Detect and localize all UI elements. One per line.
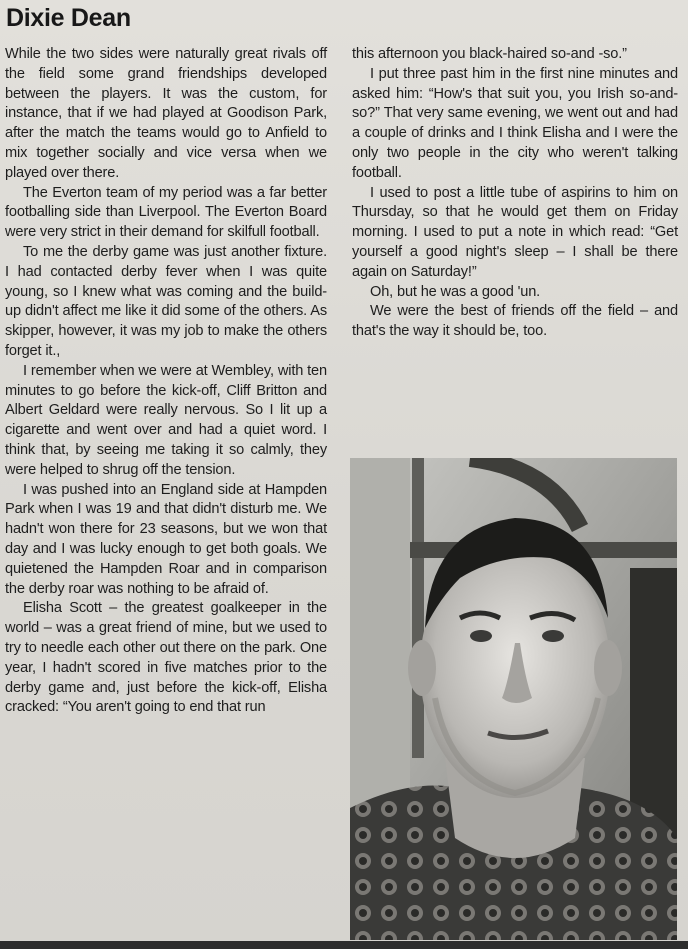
portrait-photo (350, 458, 677, 940)
portrait-illustration (350, 458, 677, 940)
paragraph: I put three past him in the first nine minutes and asked him: “How's that suit you, you Irish so-and-so?” That very same evening, we went out and had a couple of drinks and I think Elisha and I were the only two people in the city who weren't talking football. (352, 65, 678, 181)
paragraph: I remember when we were at Wembley, with ten minutes to go before the kick-off, Cliff Britton and Albert Geldard were really nervous. So I lit up a cigarette and went over and had a quiet word. I think that, by seeing me taking it so calmly, they were helped to shrug off the tension. (5, 362, 327, 478)
paragraph: We were the best of friends off the field – and that's the way it should be, too. (352, 303, 678, 340)
paragraph: Oh, but he was a good 'un. (370, 283, 541, 300)
right-column (352, 45, 678, 342)
paragraph: Elisha Scott – the greatest goalkeeper in the world – was a great friend of mine, but we used to try to needle each other out there on the park. One year, I hadn't scored in five matches prior to the derby game and, just before the kick-off, Elisha cracked: “You aren't going to end that run (5, 600, 327, 716)
bottom-border (0, 941, 688, 949)
paragraph: To me the derby game was just another fixture. I had contacted derby fever when I was quite young, so I knew what was coming and the build-up didn't affect me like it did some of the others. As skipper, however, it was my job to make the others forget it., (5, 243, 327, 359)
paragraph: I was pushed into an England side at Hampden Park when I was 19 and that didn't disturb me. We hadn't won there for 23 seasons, but we won that day and I was lucky enough to get both goals. We quietened the Hampden Roar and in comparison the derby roar was nothing to be afraid of. (5, 481, 327, 597)
paragraph: The Everton team of my period was a far better footballing side than Liverpool. The Everton Board were very strict in their demand for skilfull football. (5, 184, 327, 241)
paragraph: I used to post a little tube of aspirins to him on Thursday, so that he would get them on Friday morning. I used to put a note in which read: “Get yourself a good night's sleep – I shall be there again on Saturday!” (352, 184, 678, 280)
paragraph: While the two sides were naturally great rivals off the field some grand friendships developed between the players. It was the custom, for instance, that if we had played at Goodison Park, after the match the teams would go to Anfield to mix together socially and vice versa when we played over there. (5, 46, 327, 181)
article-title: Dixie Dean (6, 4, 131, 32)
left-column (5, 45, 327, 718)
paragraph: this afternoon you black-haired so-and -so.” (352, 46, 627, 62)
